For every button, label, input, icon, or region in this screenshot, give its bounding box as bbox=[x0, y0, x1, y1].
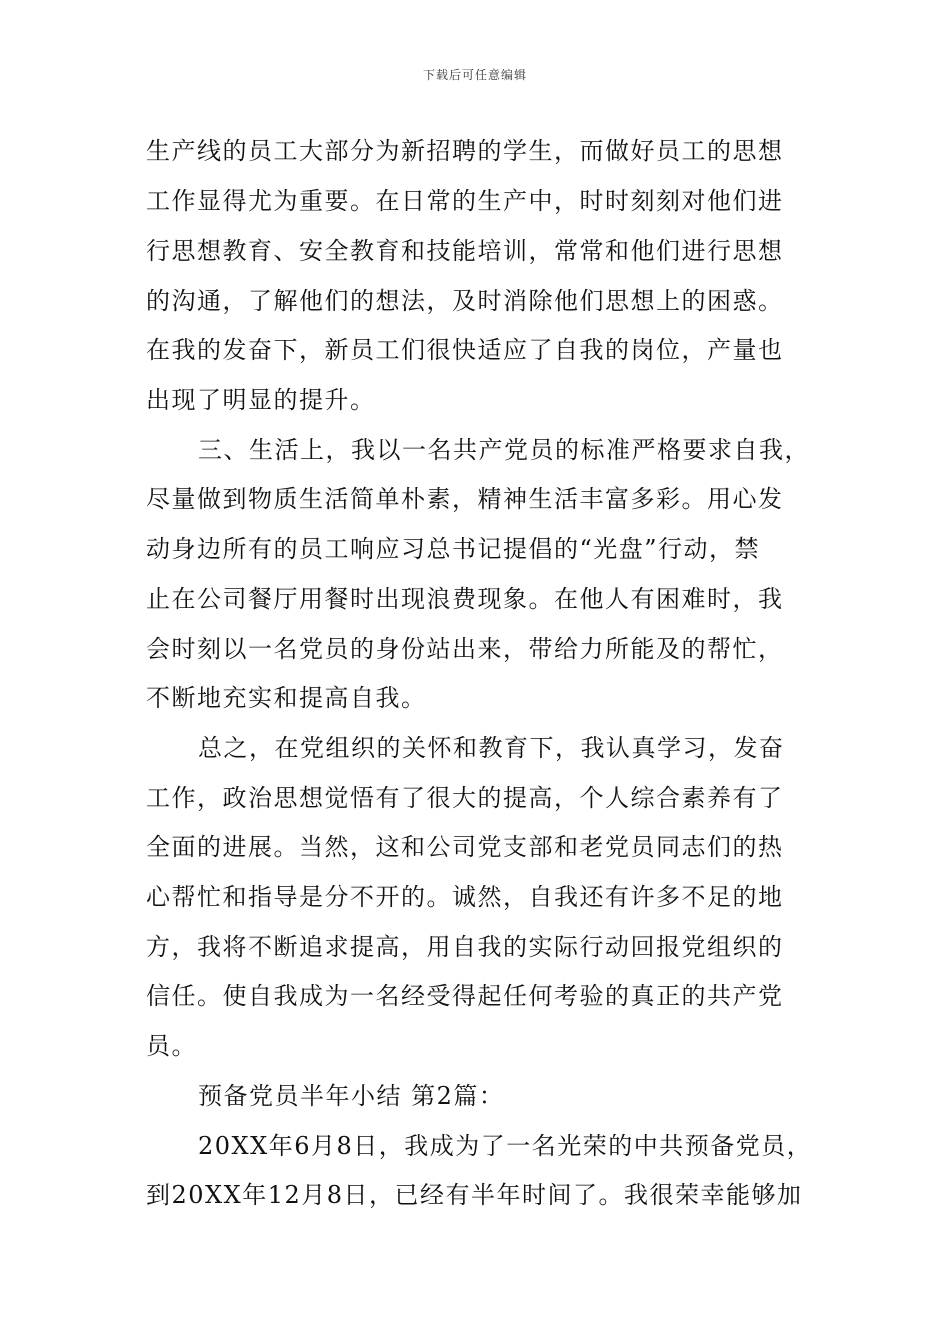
paragraph-start-line: 20XX年6月8日，我成为了一名光荣的中共预备党员， bbox=[198, 1132, 813, 1160]
section-title: 预备党员半年小结 第2篇： bbox=[198, 1082, 505, 1110]
text-line: 的沟通，了解他们的想法，及时消除他们思想上的困惑。 bbox=[146, 287, 784, 315]
text-line: 出现了明显的提升。 bbox=[146, 386, 376, 414]
text-line: 动身边所有的员工响应习总书记提倡的“光盘”行动，禁 bbox=[146, 535, 761, 563]
paragraph-start-line: 三、生活上，我以一名共产党员的标准严格要求自我， bbox=[198, 436, 810, 464]
text-line: 止在公司餐厅用餐时出现浪费现象。在他人有困难时，我 bbox=[146, 585, 784, 613]
text-line: 到20XX年12月8日，已经有半年时间了。我很荣幸能够加 bbox=[146, 1181, 803, 1209]
text-line: 员。 bbox=[146, 1032, 197, 1060]
text-line: 生产线的员工大部分为新招聘的学生，而做好员工的思想 bbox=[146, 137, 784, 165]
text-line: 会时刻以一名党员的身份站出来，带给力所能及的帮忙， bbox=[146, 635, 784, 663]
paragraph-start-line: 总之，在党组织的关怀和教育下，我认真学习，发奋 bbox=[198, 734, 785, 762]
text-line: 不断地充实和提高自我。 bbox=[146, 684, 427, 712]
text-line: 方，我将不断追求提高，用自我的实际行动回报党组织的 bbox=[146, 933, 784, 961]
text-line: 尽量做到物质生活简单朴素，精神生活丰富多彩。用心发 bbox=[146, 485, 784, 513]
text-line: 在我的发奋下，新员工们很快适应了自我的岗位，产量也 bbox=[146, 336, 784, 364]
text-line: 工作，政治思想觉悟有了很大的提高，个人综合素养有了 bbox=[146, 784, 784, 812]
text-line: 全面的进展。当然，这和公司党支部和老党员同志们的热 bbox=[146, 833, 784, 861]
text-line: 信任。使自我成为一名经受得起任何考验的真正的共产党 bbox=[146, 982, 784, 1010]
text-line: 心帮忙和指导是分不开的。诚然，自我还有许多不足的地 bbox=[146, 883, 784, 911]
text-line: 行思想教育、安全教育和技能培训，常常和他们进行思想 bbox=[146, 237, 784, 265]
page-header: 下载后可任意编辑 bbox=[422, 68, 527, 82]
text-line: 工作显得尤为重要。在日常的生产中，时时刻刻对他们进 bbox=[146, 187, 784, 215]
